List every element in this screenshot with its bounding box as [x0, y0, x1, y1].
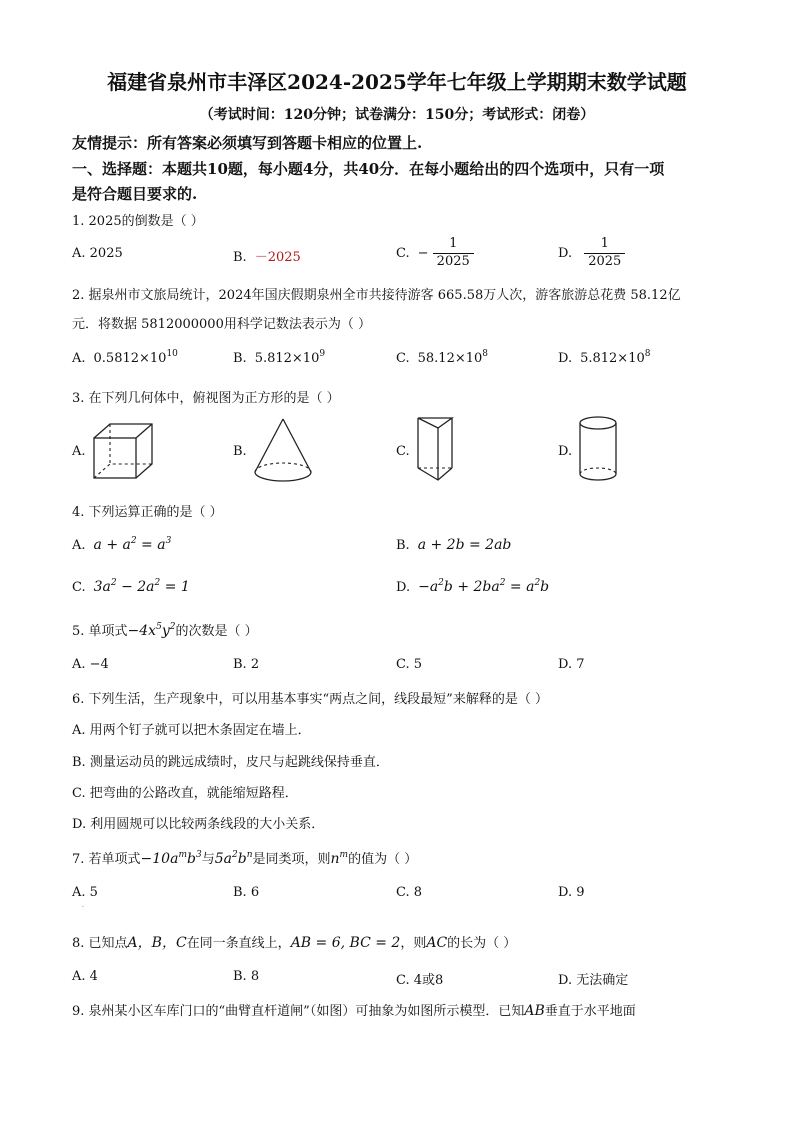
- question-6-stem: 6. 下列生活，生产现象中，可以用基本事实“两点之间，线段最短”来解释的是（ ）: [72, 692, 548, 707]
- question-6-option-c: C. 把弯曲的公路改直，就能缩短路程．: [72, 786, 298, 801]
- question-7-option-c: C. 8: [396, 885, 423, 900]
- math-expression: $3a^2 - 2a^2 = 1$: [93, 578, 190, 595]
- power-expression: $n^m$: [330, 850, 349, 867]
- monomial: $-4x^5y^2$: [127, 622, 176, 639]
- monomial-2: $5a^2b^n$: [214, 850, 253, 867]
- question-8-option-c: C. 4或8: [396, 973, 444, 988]
- minus-sign: −: [417, 245, 429, 261]
- question-3-stem: 3. 在下列几何体中，俯视图为正方形的是（ ）: [72, 391, 340, 406]
- question-1-option-a: A. 2025: [72, 246, 123, 261]
- question-5-option-a: A. −4: [72, 657, 109, 672]
- question-8-stem: 8. 已知点A，B，C在同一条直线上，AB = 6, BC = 2，则AC的长为（ ）: [72, 935, 517, 951]
- question-1-option-c: [396, 236, 474, 271]
- option-label: B.: [233, 250, 247, 265]
- math-expression: $a + a^2 = a^3$: [93, 536, 172, 553]
- question-1-option-d: [558, 236, 625, 271]
- denominator: 2025: [433, 253, 474, 271]
- math-expression: a + 2b = 2ab: [417, 537, 512, 553]
- cube-figure: [88, 420, 160, 482]
- question-7-option-d: D. 9: [558, 885, 585, 900]
- question-8-option-d: D. 无法确定: [558, 973, 629, 988]
- question-1-option-b: [233, 246, 301, 265]
- question-3-option-c-label: C.: [396, 444, 410, 459]
- question-2-line1: 2. 据泉州市文旅局统计，2024年国庆假期泉州全市共接待游客 665.58万人次，游客旅游总花费 58.12亿: [72, 288, 681, 303]
- given-lengths: AB = 6, BC = 2: [290, 935, 401, 951]
- question-5-option-b: B. 2: [233, 657, 260, 672]
- segment-ab: AB: [524, 1003, 545, 1019]
- question-2-line2: 元．将数据 5812000000用科学记数法表示为（ ）: [72, 317, 371, 332]
- numerator: 1: [449, 236, 458, 251]
- cylinder-figure: [576, 414, 624, 486]
- exam-title: 福建省泉州市丰泽区2024-2025学年七年级上学期期末数学试题: [107, 70, 687, 94]
- option-label: C.: [396, 245, 410, 261]
- fraction: [433, 236, 474, 271]
- question-1-stem: 1. 2025的倒数是（ ）: [72, 214, 204, 229]
- monomial-1: $-10a^mb^3$: [140, 850, 202, 867]
- cone-figure: [250, 416, 316, 488]
- point-names: A，B，C: [127, 935, 187, 951]
- question-4-option-c: C. $3a^2 - 2a^2 = 1$: [72, 578, 190, 595]
- question-9-line1: 9. 泉州某小区车库门口的“曲臂直杆道闸”（如图）可抽象为如图所示模型．已知AB垂直于水平地面: [72, 1003, 636, 1019]
- question-2-option-b: B. $5.812\times 10^9$: [233, 349, 326, 366]
- segment-ac: AC: [426, 935, 448, 951]
- numerator: 1: [600, 236, 609, 251]
- question-6-option-a: A. 用两个钉子就可以把木条固定在墙上．: [72, 723, 311, 738]
- question-4-option-d: D. $-a^2b + 2ba^2 = a^2b$: [396, 578, 550, 595]
- section-heading-line2: 是符合题目要求的.: [72, 185, 198, 203]
- question-6-option-d: D. 利用圆规可以比较两条线段的大小关系．: [72, 817, 325, 832]
- question-5-option-d: D. 7: [558, 657, 585, 672]
- question-7-stem: 7. 若单项式$-10a^mb^3$与$5a^2b^n$是同类项，则$n^m$的值为（ ）: [72, 850, 418, 867]
- question-7-option-b: B. 6: [233, 885, 260, 900]
- stray-mark: ·: [82, 904, 84, 911]
- question-3-option-b-label: B.: [233, 444, 247, 459]
- math-expression: $-a^2b + 2ba^2 = a^2b$: [418, 578, 550, 595]
- question-2-option-d: D. $5.812\times 10^8$: [558, 349, 651, 366]
- denominator: 2025: [584, 253, 625, 271]
- triangular-prism-figure: [412, 414, 478, 486]
- question-7-option-a: A. 5: [72, 885, 98, 900]
- fraction: [584, 236, 625, 271]
- option-value: －2025: [254, 250, 301, 265]
- friendly-tip: 友情提示：所有答案必须填写到答题卡相应的位置上.: [72, 134, 423, 152]
- question-2-option-a: A. $0.5812\times 10^{10}$: [72, 349, 178, 366]
- section-heading-line1: 一、选择题：本题共10题，每小题4分，共40分．在每小题给出的四个选项中，只有一项: [72, 160, 665, 178]
- exam-subtitle: （考试时间：120分钟；试卷满分：150分；考试形式：闭卷）: [199, 107, 595, 123]
- question-5-stem: 5. 单项式$-4x^5y^2$的次数是（ ）: [72, 622, 258, 639]
- question-4-stem: 4. 下列运算正确的是（ ）: [72, 505, 223, 520]
- question-8-option-b: B. 8: [233, 969, 260, 984]
- question-2-option-c: C. $58.12\times 10^8$: [396, 349, 489, 366]
- question-3-option-d-label: D.: [558, 444, 573, 459]
- question-4-option-b: B. a + 2b = 2ab: [396, 537, 512, 553]
- question-3-option-a-label: A.: [72, 444, 86, 459]
- question-4-option-a: A. $a + a^2 = a^3$: [72, 536, 172, 553]
- question-5-option-c: C. 5: [396, 657, 423, 672]
- option-label: D.: [558, 245, 573, 261]
- question-8-option-a: A. 4: [72, 969, 98, 984]
- question-6-option-b: B. 测量运动员的跳远成绩时，皮尺与起跳线保持垂直．: [72, 755, 389, 770]
